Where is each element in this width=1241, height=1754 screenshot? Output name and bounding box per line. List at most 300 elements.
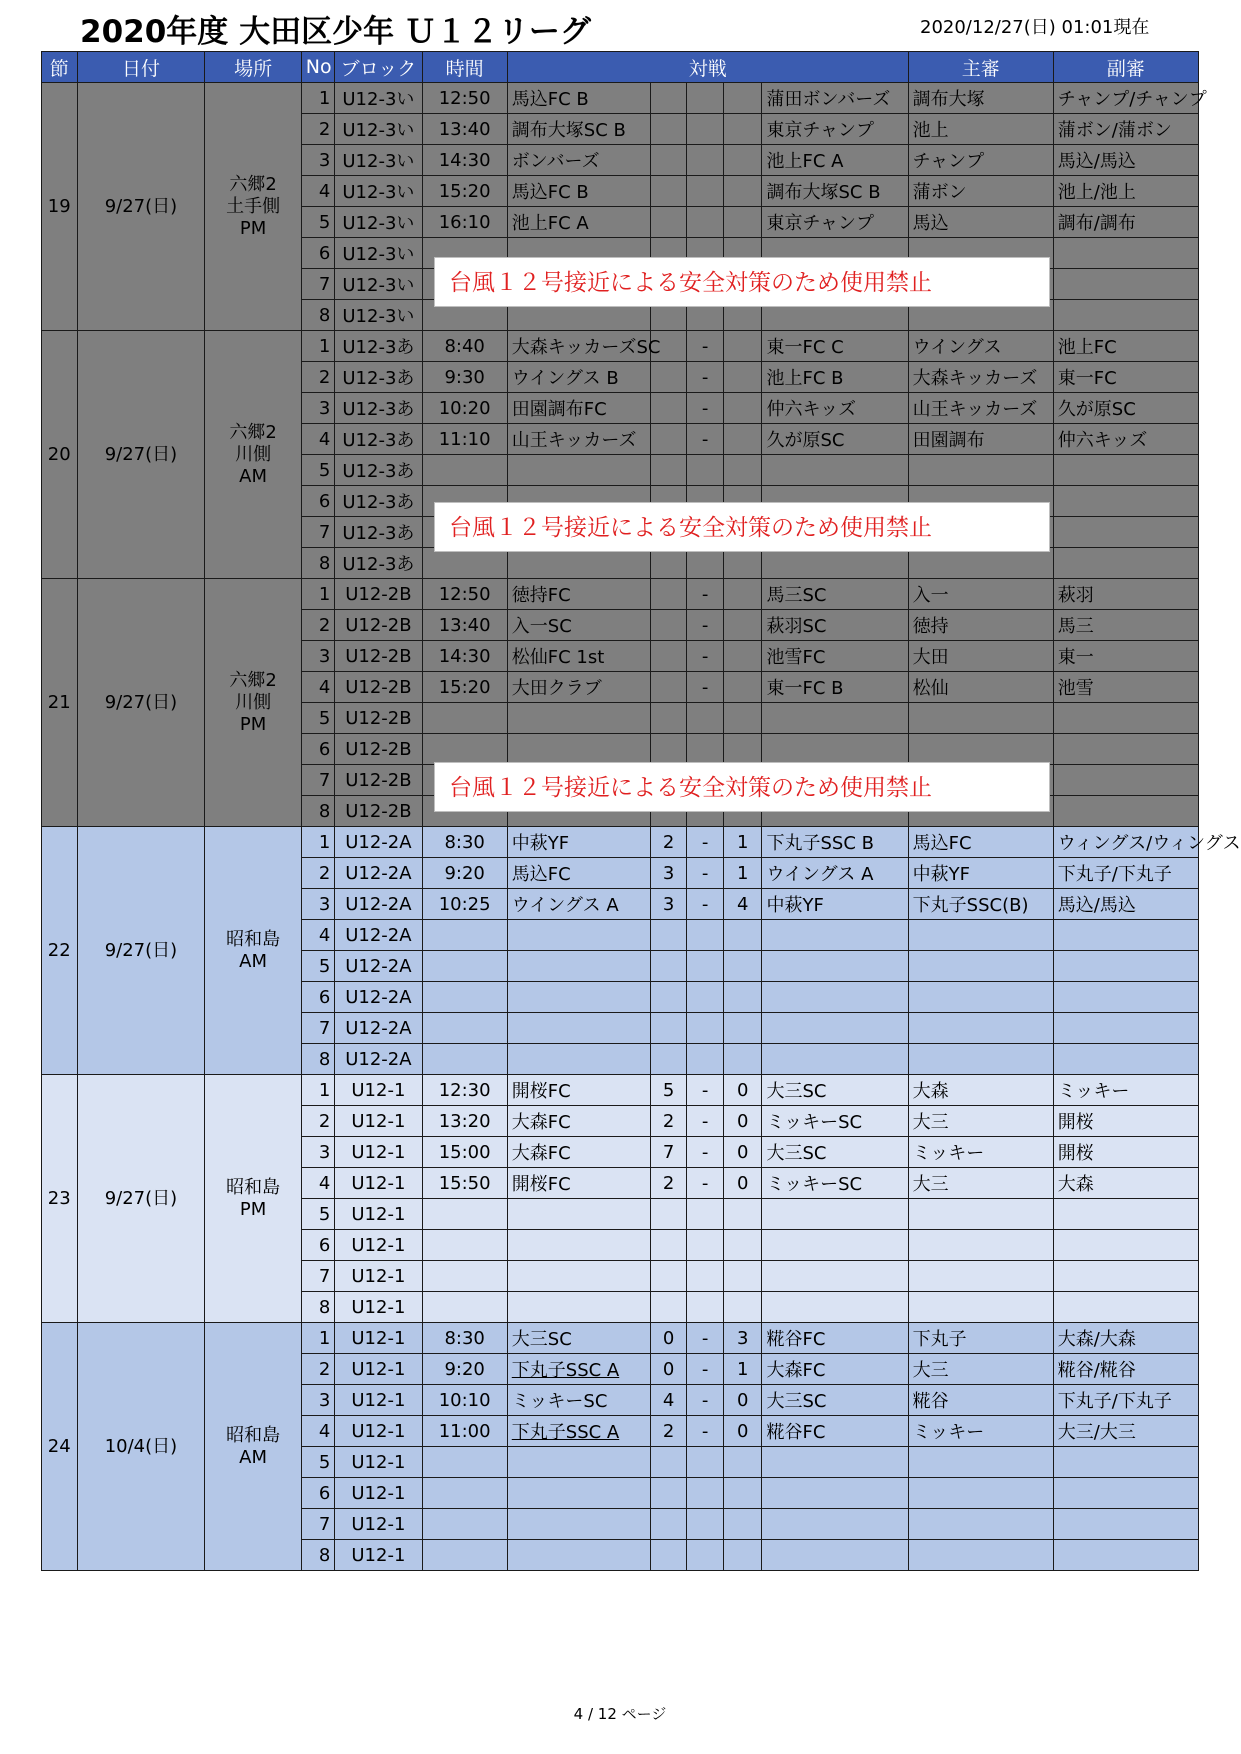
- referee-cell: 田園調布: [908, 424, 1053, 455]
- time-cell: 13:40: [422, 114, 507, 145]
- away-score: [723, 83, 762, 114]
- home-team-name: 大三SC: [511, 1329, 572, 1350]
- home-score: 5: [650, 1075, 687, 1106]
- block-cell: U12-1: [335, 1261, 422, 1292]
- header-match: 対戦: [507, 52, 908, 83]
- place-line: 昭和島: [226, 928, 281, 950]
- time-cell: 12:50: [422, 579, 507, 610]
- away-score: [723, 1292, 762, 1323]
- score-dash: [687, 703, 724, 734]
- assistant-cell: チャンプ/チャンプ: [1053, 83, 1198, 114]
- assistant-cell: 糀谷/糀谷: [1053, 1354, 1198, 1385]
- referee-cell: [908, 734, 1053, 765]
- setsu-cell: 19: [42, 83, 78, 331]
- referee-cell: 調布大塚: [908, 83, 1053, 114]
- away-score: [723, 145, 762, 176]
- score-dash: [687, 1013, 724, 1044]
- block-cell: U12-3あ: [335, 331, 422, 362]
- score-dash: -: [687, 1385, 724, 1416]
- referee-cell: 池上: [908, 114, 1053, 145]
- home-score: [650, 1292, 687, 1323]
- referee-cell: [908, 1478, 1053, 1509]
- away-team: ミッキーSC: [762, 1106, 908, 1137]
- referee-cell: [908, 920, 1053, 951]
- time-cell: 9:20: [422, 858, 507, 889]
- assistant-cell: [1053, 796, 1198, 827]
- place-cell: [205, 1075, 301, 1323]
- home-team: [507, 176, 650, 207]
- home-score: [650, 672, 687, 703]
- block-cell: U12-2A: [335, 982, 422, 1013]
- home-team: [507, 83, 650, 114]
- home-team-name: 大森FC: [511, 1143, 571, 1164]
- away-team: 池上FC B: [762, 362, 908, 393]
- score-dash: -: [687, 1416, 724, 1447]
- home-team: [507, 1478, 650, 1509]
- place-line: 六郷2: [229, 669, 277, 691]
- home-score: 4: [650, 1385, 687, 1416]
- home-score: 2: [650, 1168, 687, 1199]
- time-cell: 15:20: [422, 672, 507, 703]
- away-score: [723, 1199, 762, 1230]
- referee-cell: [908, 1292, 1053, 1323]
- match-no: 7: [301, 1509, 334, 1540]
- block-cell: U12-3あ: [335, 393, 422, 424]
- block-cell: U12-1: [335, 1137, 422, 1168]
- match-no: 8: [301, 1044, 334, 1075]
- table-row: [42, 1323, 1199, 1354]
- time-cell: [422, 920, 507, 951]
- away-score: 0: [723, 1075, 762, 1106]
- home-score: [650, 424, 687, 455]
- block-cell: U12-1: [335, 1168, 422, 1199]
- away-score: 0: [723, 1416, 762, 1447]
- home-score: 7: [650, 1137, 687, 1168]
- away-team: [762, 1261, 908, 1292]
- home-team: [507, 1075, 650, 1106]
- away-team: 馬三SC: [762, 579, 908, 610]
- block-cell: U12-2A: [335, 827, 422, 858]
- home-score: [650, 114, 687, 145]
- block-cell: U12-2B: [335, 579, 422, 610]
- time-cell: 16:10: [422, 207, 507, 238]
- table-row: [42, 827, 1199, 858]
- score-dash: -: [687, 424, 724, 455]
- block-cell: U12-1: [335, 1416, 422, 1447]
- home-score: [650, 1540, 687, 1571]
- match-no: 3: [301, 641, 334, 672]
- assistant-cell: 馬三: [1053, 610, 1198, 641]
- referee-cell: [908, 1261, 1053, 1292]
- match-no: 6: [301, 238, 334, 269]
- away-team: ミッキーSC: [762, 1168, 908, 1199]
- referee-cell: 蒲ボン: [908, 176, 1053, 207]
- score-dash: -: [687, 858, 724, 889]
- time-cell: [422, 703, 507, 734]
- away-score: [723, 362, 762, 393]
- match-no: 4: [301, 1416, 334, 1447]
- away-team: [762, 1540, 908, 1571]
- block-cell: U12-1: [335, 1230, 422, 1261]
- home-team: [507, 1385, 650, 1416]
- home-team-name: 大田クラブ: [511, 678, 602, 699]
- time-cell: [422, 951, 507, 982]
- home-score: [650, 951, 687, 982]
- referee-cell: 馬込FC: [908, 827, 1053, 858]
- setsu-cell: 22: [42, 827, 78, 1075]
- match-no: 8: [301, 548, 334, 579]
- score-dash: [687, 951, 724, 982]
- referee-cell: 入一: [908, 579, 1053, 610]
- time-cell: 10:25: [422, 889, 507, 920]
- away-score: 3: [723, 1323, 762, 1354]
- block-cell: U12-3あ: [335, 424, 422, 455]
- score-dash: [687, 1447, 724, 1478]
- referee-cell: 糀谷: [908, 1385, 1053, 1416]
- home-score: 2: [650, 1106, 687, 1137]
- home-team: [507, 1261, 650, 1292]
- header-time: 時間: [422, 52, 507, 83]
- away-team: [762, 703, 908, 734]
- assistant-cell: 開桜: [1053, 1106, 1198, 1137]
- away-score: 1: [723, 827, 762, 858]
- place-line: PM: [239, 713, 267, 735]
- score-dash: -: [687, 672, 724, 703]
- block-cell: U12-1: [335, 1075, 422, 1106]
- assistant-cell: [1053, 1199, 1198, 1230]
- block-cell: U12-1: [335, 1385, 422, 1416]
- home-score: [650, 1044, 687, 1075]
- block-cell: U12-3あ: [335, 455, 422, 486]
- place-line: 六郷2: [229, 173, 277, 195]
- away-score: [723, 207, 762, 238]
- notice-banner-19: 台風１２号接近による安全対策のため使用禁止: [434, 257, 1050, 307]
- referee-cell: チャンプ: [908, 145, 1053, 176]
- away-team: [762, 951, 908, 982]
- time-cell: [422, 1540, 507, 1571]
- block-cell: U12-3い: [335, 176, 422, 207]
- match-no: 7: [301, 765, 334, 796]
- away-score: [723, 114, 762, 145]
- match-no: 3: [301, 1385, 334, 1416]
- home-team: [507, 1168, 650, 1199]
- home-team-name: 調布大塚SC B: [511, 120, 626, 141]
- referee-cell: 大森キッカーズ: [908, 362, 1053, 393]
- home-score: [650, 83, 687, 114]
- place-line: 六郷2: [229, 421, 277, 443]
- block-cell: U12-2B: [335, 765, 422, 796]
- match-no: 6: [301, 486, 334, 517]
- match-no: 5: [301, 1447, 334, 1478]
- block-cell: U12-3い: [335, 83, 422, 114]
- score-dash: [687, 455, 724, 486]
- score-dash: [687, 1230, 724, 1261]
- referee-cell: 下丸子: [908, 1323, 1053, 1354]
- referee-cell: [908, 1230, 1053, 1261]
- referee-cell: [908, 1013, 1053, 1044]
- away-score: [723, 1509, 762, 1540]
- date-cell: 9/27(日): [77, 579, 205, 827]
- time-cell: [422, 1013, 507, 1044]
- home-team-name: 大森キッカーズSC: [511, 337, 661, 358]
- assistant-cell: [1053, 1013, 1198, 1044]
- away-team: 東京チャンプ: [762, 114, 908, 145]
- score-dash: [687, 1292, 724, 1323]
- block-cell: U12-1: [335, 1106, 422, 1137]
- match-no: 4: [301, 1168, 334, 1199]
- assistant-cell: [1053, 703, 1198, 734]
- time-cell: 8:30: [422, 827, 507, 858]
- match-no: 3: [301, 145, 334, 176]
- score-dash: -: [687, 579, 724, 610]
- time-cell: [422, 982, 507, 1013]
- block-cell: U12-2A: [335, 951, 422, 982]
- place-cell: [205, 579, 301, 827]
- referee-cell: ウイングス: [908, 331, 1053, 362]
- block-cell: U12-3い: [335, 238, 422, 269]
- home-team: [507, 858, 650, 889]
- home-score: 3: [650, 889, 687, 920]
- home-score: [650, 176, 687, 207]
- home-team-name: 松仙FC 1st: [511, 647, 605, 668]
- home-team-name: 山王キッカーズ: [511, 430, 637, 451]
- match-no: 5: [301, 951, 334, 982]
- home-team: [507, 982, 650, 1013]
- home-score: [650, 579, 687, 610]
- away-team: 萩羽SC: [762, 610, 908, 641]
- home-team-name: 池上FC A: [511, 213, 589, 234]
- block-cell: U12-2B: [335, 610, 422, 641]
- away-score: [723, 951, 762, 982]
- away-team: [762, 455, 908, 486]
- home-team-name: ミッキーSC: [511, 1391, 608, 1412]
- assistant-cell: 仲六キッズ: [1053, 424, 1198, 455]
- block-cell: U12-2A: [335, 1044, 422, 1075]
- match-no: 8: [301, 300, 334, 331]
- match-no: 2: [301, 610, 334, 641]
- home-score: 0: [650, 1354, 687, 1385]
- match-no: 2: [301, 1106, 334, 1137]
- away-team: [762, 1509, 908, 1540]
- referee-cell: ミッキー: [908, 1137, 1053, 1168]
- header-setsu: 節: [42, 52, 78, 83]
- time-cell: [422, 1478, 507, 1509]
- match-no: 6: [301, 982, 334, 1013]
- away-score: [723, 393, 762, 424]
- home-team: [507, 1044, 650, 1075]
- home-team: [507, 641, 650, 672]
- assistant-cell: [1053, 951, 1198, 982]
- place-line: 川側: [235, 443, 272, 465]
- away-score: 4: [723, 889, 762, 920]
- score-dash: [687, 114, 724, 145]
- home-score: [650, 641, 687, 672]
- score-dash: [687, 207, 724, 238]
- home-score: [650, 207, 687, 238]
- block-cell: U12-3い: [335, 145, 422, 176]
- away-team: [762, 982, 908, 1013]
- match-no: 4: [301, 672, 334, 703]
- block-cell: U12-3あ: [335, 362, 422, 393]
- time-cell: [422, 1509, 507, 1540]
- assistant-cell: ウィングス/ウィングス: [1053, 827, 1198, 858]
- score-dash: -: [687, 889, 724, 920]
- away-score: [723, 734, 762, 765]
- home-team-name: ウイングス A: [511, 895, 619, 916]
- home-team-name: 下丸子SSC A: [511, 1422, 620, 1443]
- table-row: [42, 331, 1199, 362]
- away-score: 0: [723, 1385, 762, 1416]
- home-score: [650, 1261, 687, 1292]
- home-score: [650, 982, 687, 1013]
- away-team: [762, 920, 908, 951]
- away-score: [723, 579, 762, 610]
- away-score: 0: [723, 1137, 762, 1168]
- home-team-name: 大森FC: [511, 1112, 571, 1133]
- setsu-cell: 24: [42, 1323, 78, 1571]
- block-cell: U12-3い: [335, 114, 422, 145]
- block-cell: U12-2A: [335, 889, 422, 920]
- referee-cell: 大森: [908, 1075, 1053, 1106]
- assistant-cell: [1053, 455, 1198, 486]
- home-team: [507, 1199, 650, 1230]
- match-no: 3: [301, 393, 334, 424]
- away-score: [723, 1447, 762, 1478]
- setsu-cell: 20: [42, 331, 78, 579]
- match-no: 1: [301, 83, 334, 114]
- home-team: [507, 1509, 650, 1540]
- away-team: 調布大塚SC B: [762, 176, 908, 207]
- block-cell: U12-1: [335, 1292, 422, 1323]
- assistant-cell: 大三/大三: [1053, 1416, 1198, 1447]
- assistant-cell: 萩羽: [1053, 579, 1198, 610]
- assistant-cell: [1053, 486, 1198, 517]
- assistant-cell: [1053, 300, 1198, 331]
- away-team: 大三SC: [762, 1385, 908, 1416]
- away-score: [723, 920, 762, 951]
- away-score: [723, 176, 762, 207]
- home-team-name: 開桜FC: [511, 1174, 571, 1195]
- assistant-cell: 久が原SC: [1053, 393, 1198, 424]
- block-cell: U12-2B: [335, 796, 422, 827]
- match-no: 6: [301, 1230, 334, 1261]
- score-dash: [687, 1540, 724, 1571]
- referee-cell: [908, 1447, 1053, 1478]
- home-team: [507, 424, 650, 455]
- table-row: [42, 83, 1199, 114]
- referee-cell: [908, 982, 1053, 1013]
- assistant-cell: 蒲ボン/蒲ボン: [1053, 114, 1198, 145]
- home-team-name: 田園調布FC: [511, 399, 607, 420]
- home-score: [650, 610, 687, 641]
- place-line: PM: [239, 1198, 267, 1220]
- assistant-cell: [1053, 238, 1198, 269]
- home-team: [507, 889, 650, 920]
- match-no: 7: [301, 517, 334, 548]
- referee-cell: 徳持: [908, 610, 1053, 641]
- away-score: [723, 1261, 762, 1292]
- home-score: [650, 920, 687, 951]
- home-team: [507, 1540, 650, 1571]
- block-cell: U12-1: [335, 1199, 422, 1230]
- match-no: 1: [301, 331, 334, 362]
- page-title: 2020年度 大田区少年 Ｕ１２リーグ: [80, 14, 591, 50]
- score-dash: -: [687, 362, 724, 393]
- score-dash: -: [687, 393, 724, 424]
- home-score: [650, 1013, 687, 1044]
- away-team: 池上FC A: [762, 145, 908, 176]
- date-cell: 9/27(日): [77, 827, 205, 1075]
- away-team: 糀谷FC: [762, 1416, 908, 1447]
- assistant-cell: [1053, 1044, 1198, 1075]
- score-dash: [687, 920, 724, 951]
- home-team: [507, 207, 650, 238]
- home-team-name: ウイングス B: [511, 368, 619, 389]
- block-cell: U12-2B: [335, 703, 422, 734]
- setsu-cell: 21: [42, 579, 78, 827]
- home-team: [507, 827, 650, 858]
- match-no: 1: [301, 827, 334, 858]
- home-team: [507, 1106, 650, 1137]
- referee-cell: ミッキー: [908, 1416, 1053, 1447]
- referee-cell: 山王キッカーズ: [908, 393, 1053, 424]
- assistant-cell: [1053, 734, 1198, 765]
- referee-cell: 大三: [908, 1106, 1053, 1137]
- away-team: 東一FC B: [762, 672, 908, 703]
- match-no: 1: [301, 579, 334, 610]
- match-no: 1: [301, 1075, 334, 1106]
- match-no: 8: [301, 796, 334, 827]
- score-dash: -: [687, 1354, 724, 1385]
- time-cell: 12:50: [422, 83, 507, 114]
- score-dash: [687, 1261, 724, 1292]
- assistant-cell: [1053, 1509, 1198, 1540]
- assistant-cell: [1053, 920, 1198, 951]
- assistant-cell: [1053, 269, 1198, 300]
- place-line: 川側: [235, 691, 272, 713]
- assistant-cell: 下丸子/下丸子: [1053, 1385, 1198, 1416]
- place-cell: [205, 83, 301, 331]
- time-cell: 15:20: [422, 176, 507, 207]
- score-dash: -: [687, 641, 724, 672]
- score-dash: [687, 1509, 724, 1540]
- assistant-cell: 下丸子/下丸子: [1053, 858, 1198, 889]
- home-team-name: 馬込FC B: [511, 182, 589, 203]
- block-cell: U12-2A: [335, 1013, 422, 1044]
- match-no: 2: [301, 362, 334, 393]
- match-no: 7: [301, 269, 334, 300]
- place-line: AM: [239, 950, 267, 972]
- away-team: 中萩YF: [762, 889, 908, 920]
- score-dash: [687, 1478, 724, 1509]
- home-team: [507, 1447, 650, 1478]
- match-no: 1: [301, 1323, 334, 1354]
- date-cell: 9/27(日): [77, 1075, 205, 1323]
- home-team: [507, 393, 650, 424]
- match-no: 8: [301, 1292, 334, 1323]
- assistant-cell: 馬込/馬込: [1053, 889, 1198, 920]
- away-team: 大三SC: [762, 1075, 908, 1106]
- score-dash: -: [687, 1323, 724, 1354]
- home-score: [650, 734, 687, 765]
- referee-cell: [908, 951, 1053, 982]
- match-no: 5: [301, 1199, 334, 1230]
- home-team: [507, 1292, 650, 1323]
- home-score: 3: [650, 858, 687, 889]
- away-team: 大森FC: [762, 1354, 908, 1385]
- away-score: [723, 1044, 762, 1075]
- score-dash: -: [687, 1106, 724, 1137]
